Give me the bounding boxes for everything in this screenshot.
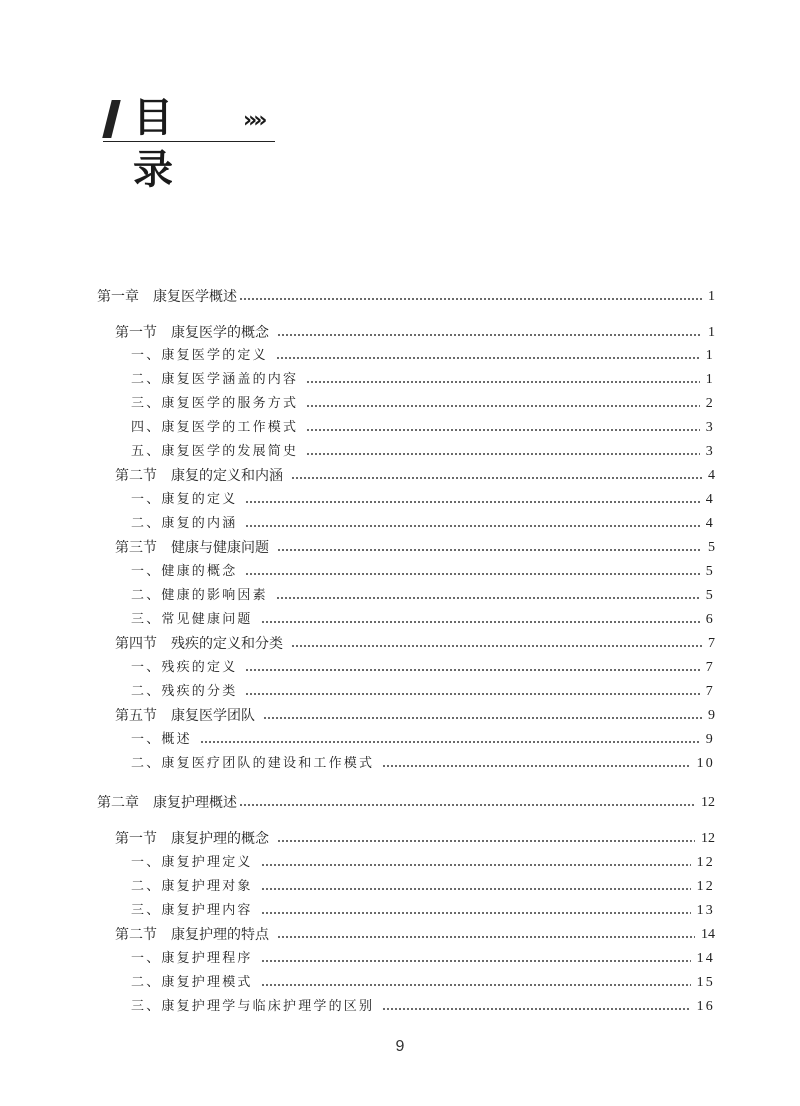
toc-entry-chapter[interactable] (97, 791, 715, 815)
dot-leader (200, 741, 700, 743)
toc-entry-item[interactable] (131, 851, 715, 875)
toc-entry-page: 1 (705, 372, 715, 387)
toc-heading (103, 92, 275, 193)
dot-leader (277, 549, 702, 551)
dot-leader (245, 573, 699, 575)
toc-entry-label: 一、康复护理程序 (131, 951, 253, 966)
toc-entry-item[interactable] (131, 392, 715, 416)
toc-entry-label: 一、康复的定义 (131, 492, 238, 507)
dot-leader (291, 645, 702, 647)
toc-entry-page: 1 (705, 348, 715, 363)
toc-entry-label: 二、康复医学涵盖的内容 (131, 372, 299, 387)
toc-entry-item[interactable] (131, 416, 715, 440)
toc-entry-label: 二、康复护理模式 (131, 975, 253, 990)
dot-leader (277, 936, 695, 938)
toc-entry-page: 5 (705, 588, 715, 603)
dot-leader (261, 984, 691, 986)
toc-entry-item[interactable] (131, 995, 715, 1019)
toc-entry-item[interactable] (131, 488, 715, 512)
toc-entry-page: 15 (696, 975, 715, 990)
toc-entry-label: 三、康复护理学与临床护理学的区别 (131, 999, 375, 1014)
toc-entry-page: 1 (708, 289, 715, 304)
toc-entry-section[interactable] (115, 632, 715, 656)
toc-entry-item[interactable] (131, 971, 715, 995)
dot-leader (245, 693, 699, 695)
toc-entry-item[interactable] (131, 368, 715, 392)
dot-leader (261, 864, 691, 866)
toc-entry-page: 7 (708, 636, 715, 651)
toc-entry-label: 第二章 康复护理概述 (97, 795, 237, 811)
toc-entry-label: 一、残疾的定义 (131, 660, 238, 675)
toc-entry-page: 6 (705, 612, 715, 627)
toc-entry-section[interactable] (115, 464, 715, 488)
toc-entry-item[interactable] (131, 728, 715, 752)
dot-leader (306, 381, 700, 383)
dot-leader (239, 298, 702, 300)
toc-entry-page: 3 (705, 444, 715, 459)
dot-leader (276, 597, 700, 599)
toc-entry-page: 1 (708, 325, 715, 340)
page-number: 9 (395, 1038, 405, 1055)
toc-entry-item[interactable] (131, 947, 715, 971)
toc-entry-item[interactable] (131, 344, 715, 368)
toc-entry-page: 12 (696, 879, 715, 894)
toc-entry-label: 第二节 康复的定义和内涵 (115, 468, 283, 484)
dot-leader (276, 357, 700, 359)
toc-entry-label: 三、康复医学的服务方式 (131, 396, 299, 411)
toc-entry-label: 三、康复护理内容 (131, 903, 253, 918)
dot-leader (245, 525, 699, 527)
toc-entry-chapter[interactable] (97, 285, 715, 309)
dot-leader (245, 501, 699, 503)
dot-leader (261, 621, 700, 623)
dot-leader (261, 960, 691, 962)
toc-entry-label: 第一节 康复医学的概念 (115, 325, 269, 341)
dot-leader (306, 405, 700, 407)
toc-entry-page: 4 (708, 468, 715, 483)
toc-entry-item[interactable] (131, 752, 715, 776)
toc-entry-label: 一、康复医学的定义 (131, 348, 268, 363)
dot-leader (261, 912, 691, 914)
toc-entry-label: 二、残疾的分类 (131, 684, 238, 699)
toc-entry-page: 7 (705, 684, 715, 699)
toc-entry-page: 14 (696, 951, 715, 966)
toc-entry-label: 第三节 健康与健康问题 (115, 540, 269, 556)
toc-entry-page: 2 (705, 396, 715, 411)
toc-entry-item[interactable] (131, 560, 715, 584)
toc-entry-page: 12 (701, 831, 715, 846)
toc-entry-page: 5 (708, 540, 715, 555)
toc-entry-page: 3 (705, 420, 715, 435)
toc-entry-page: 16 (696, 999, 715, 1014)
toc-entry-label: 第二节 康复护理的特点 (115, 927, 269, 943)
toc-entry-label: 一、康复护理定义 (131, 855, 253, 870)
toc-entry-label: 二、健康的影响因素 (131, 588, 268, 603)
toc-entry-label: 第一章 康复医学概述 (97, 289, 237, 305)
toc-entry-label: 五、康复医学的发展简史 (131, 444, 299, 459)
toc-entry-page: 4 (705, 516, 715, 531)
toc-entry-item[interactable] (131, 680, 715, 704)
toc-entry-label: 一、健康的概念 (131, 564, 238, 579)
toc-entry-item[interactable] (131, 584, 715, 608)
toc-entry-page: 9 (705, 732, 715, 747)
toc-entry-label: 二、康复的内涵 (131, 516, 238, 531)
toc-entry-section[interactable] (115, 704, 715, 728)
dot-leader (382, 765, 690, 767)
toc-entry-page: 12 (701, 795, 715, 810)
dot-leader (261, 888, 691, 890)
toc-entry-item[interactable] (131, 899, 715, 923)
toc-entry-section[interactable] (115, 321, 715, 345)
dot-leader (306, 429, 700, 431)
dot-leader (277, 840, 695, 842)
dot-leader (263, 717, 702, 719)
toc-entry-label: 第四节 残疾的定义和分类 (115, 636, 283, 652)
toc-entry-label: 三、常见健康问题 (131, 612, 253, 627)
toc-entry-section[interactable] (115, 923, 715, 947)
toc-entry-page: 9 (708, 708, 715, 723)
toc-entry-item[interactable] (131, 875, 715, 899)
dot-leader (382, 1008, 690, 1010)
toc-title: 目 录 (133, 95, 191, 193)
dot-leader (245, 669, 699, 671)
toc-entry-page: 7 (705, 660, 715, 675)
toc-entry-page: 10 (696, 756, 715, 771)
toc-entry-item[interactable] (131, 656, 715, 680)
dot-leader (306, 453, 700, 455)
toc-entry-item[interactable] (131, 440, 715, 464)
heading-underline (103, 141, 275, 142)
toc-entry-label: 四、康复医学的工作模式 (131, 420, 299, 435)
toc-entry-label: 二、康复医疗团队的建设和工作模式 (131, 756, 375, 771)
toc-entry-page: 14 (701, 927, 715, 942)
toc-entry-label: 第五节 康复医学团队 (115, 708, 255, 724)
toc-entry-item[interactable] (131, 512, 715, 536)
toc-entry-page: 5 (705, 564, 715, 579)
toc-entry-section[interactable] (115, 827, 715, 851)
dot-leader (239, 804, 695, 806)
toc-entry-page: 4 (705, 492, 715, 507)
toc-entry-item[interactable] (131, 608, 715, 632)
dot-leader (277, 334, 702, 336)
toc-entry-label: 第一节 康复护理的概念 (115, 831, 269, 847)
toc-entry-page: 12 (696, 855, 715, 870)
double-chevron-right-icon: »» (243, 108, 264, 133)
toc-entry-page: 13 (696, 903, 715, 918)
toc-entry-label: 二、康复护理对象 (131, 879, 253, 894)
dot-leader (291, 477, 702, 479)
toc-entry-section[interactable] (115, 536, 715, 560)
heading-bar-decoration (102, 100, 120, 138)
toc-entry-label: 一、概述 (131, 732, 192, 747)
